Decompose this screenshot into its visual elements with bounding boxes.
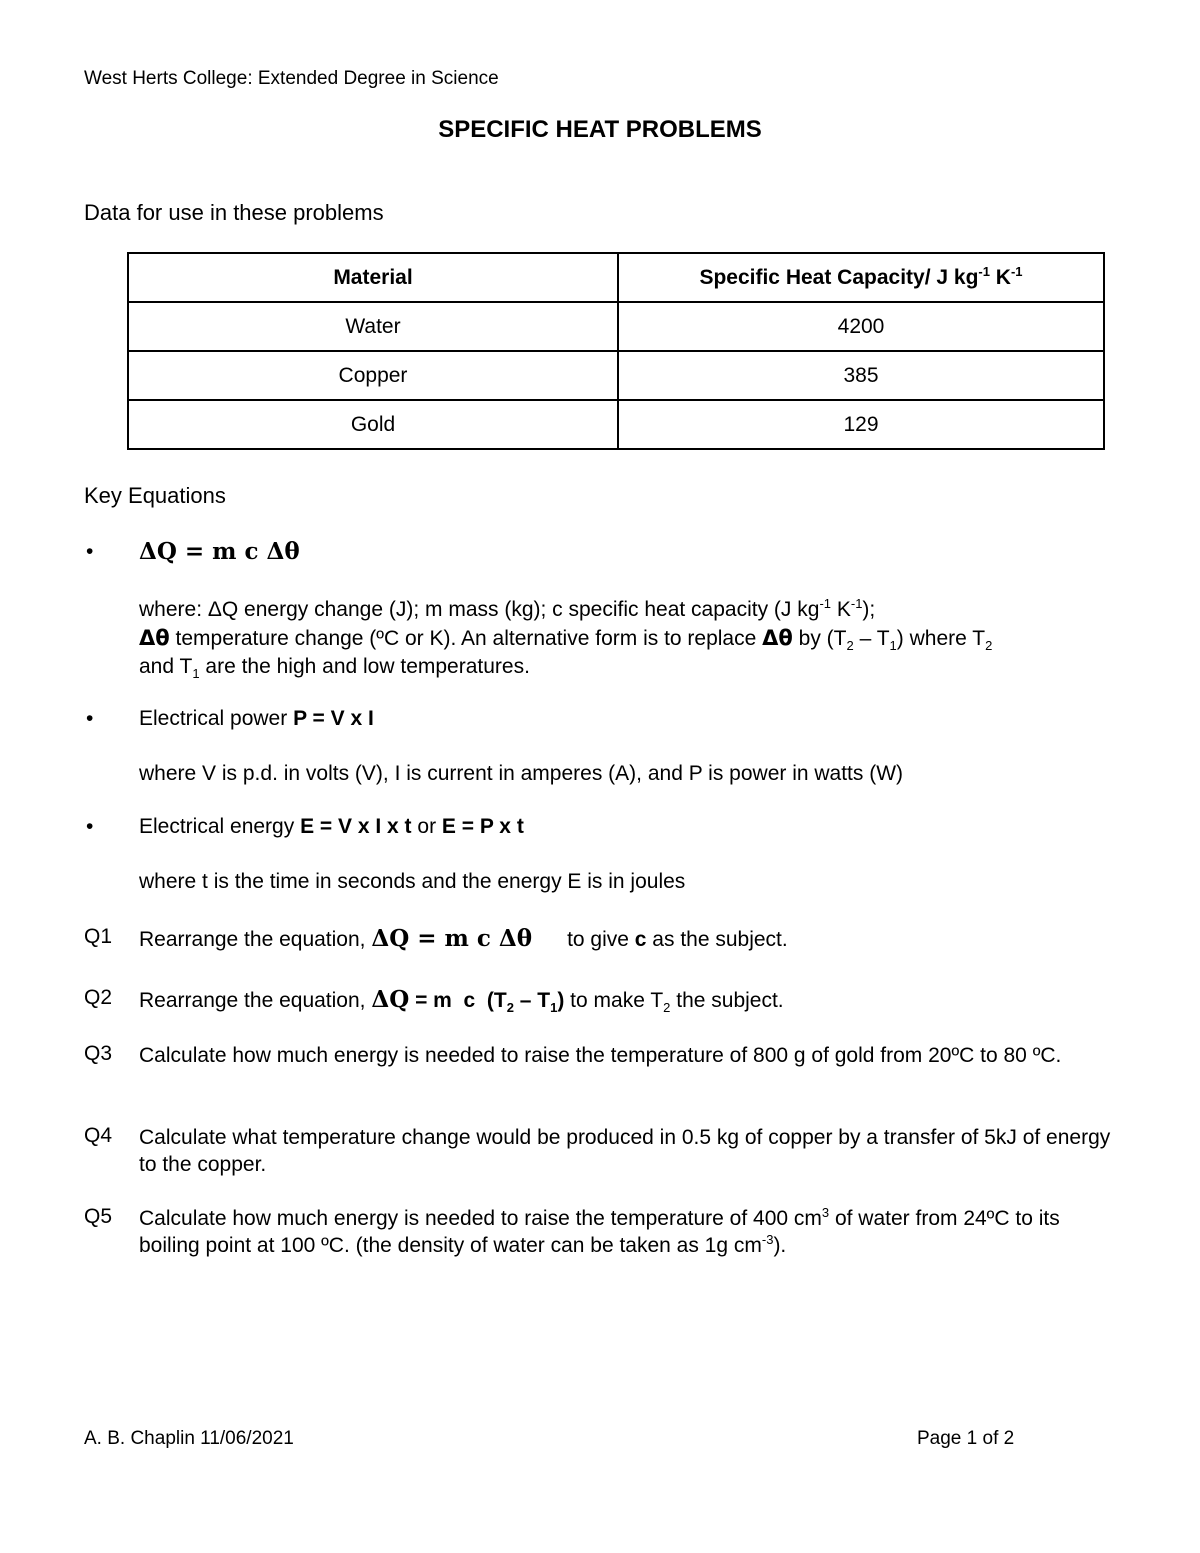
- table-row: [128, 400, 1104, 449]
- question-1-text: [139, 925, 1124, 953]
- eq1-sub3: 2: [985, 638, 993, 654]
- table-header-row: [128, 253, 1104, 302]
- q2-eq-b: = m c (T: [409, 989, 507, 1012]
- table-cell-value: 385: [618, 351, 1104, 400]
- eq1-l3b: are the high and low temperatures.: [199, 655, 530, 678]
- eq1-l1b: K: [831, 598, 851, 621]
- delta-theta-symbol: Δθ: [139, 626, 170, 650]
- equation-power-description: where V is p.d. in volts (V), I is current in amperes (A), and P is power in watts (W): [139, 762, 904, 785]
- q5-b: of water from 24ºC to its boiling point at 100 ºC. (the density of water can be taken as 1g cm: [139, 1207, 1060, 1257]
- q1-equation: ΔQ = m c Δθ: [371, 925, 533, 952]
- question-3-number: Q3: [84, 1042, 113, 1065]
- eq3-formula2: E = P x t: [441, 815, 524, 838]
- delta-theta-symbol: Δθ: [762, 626, 793, 650]
- eq2-formula: P = V x I: [293, 707, 374, 730]
- header-institution: West Herts College: Extended Degree in Science: [84, 68, 499, 89]
- eq1-sup2: -1: [850, 596, 863, 611]
- question-4-text: Calculate what temperature change would be produced in 0.5 kg of copper by a transfer of 5kJ of energy to the copper.: [139, 1126, 1111, 1176]
- table-row: [128, 302, 1104, 351]
- eq3-label: Electrical energy: [139, 815, 301, 838]
- eq1-sub2: 1: [889, 638, 897, 654]
- q2-c: the subject.: [670, 989, 784, 1012]
- intro-text: Data for use in these problems: [84, 200, 384, 225]
- question-2-text: [139, 986, 1124, 1014]
- q2-eq-d: ): [557, 989, 565, 1012]
- table-cell-material: Gold: [128, 400, 618, 449]
- shc-exp2: -1: [1010, 263, 1023, 279]
- eq1-l3a: and T: [139, 655, 193, 678]
- table-header-material: Material: [128, 253, 618, 302]
- bullet-3: •: [86, 815, 94, 838]
- q2-a: Rearrange the equation,: [139, 989, 372, 1012]
- eq1-sub1: 2: [846, 638, 854, 654]
- eq1-l1c: );: [862, 598, 876, 621]
- table-cell-value: 4200: [618, 302, 1104, 351]
- q5-c: ).: [773, 1234, 787, 1257]
- bullet-2: •: [86, 707, 94, 730]
- table-cell-material: Water: [128, 302, 618, 351]
- eq1-sub4: 1: [192, 666, 200, 682]
- table-header-shc: [618, 253, 1104, 302]
- eq3-or: or: [411, 815, 442, 838]
- eq1-l1a: where: ΔQ energy change (J); m mass (kg); c specific heat capacity (J kg: [139, 598, 820, 621]
- question-5-text: [139, 1205, 1124, 1259]
- equation-power: [139, 705, 374, 733]
- footer-page-number: Page 1 of 2: [917, 1428, 1015, 1449]
- q1-c: c: [634, 928, 647, 951]
- q2-eq-c: – T: [513, 989, 551, 1012]
- table-cell-material: Copper: [128, 351, 618, 400]
- table-cell-value: 129: [618, 400, 1104, 449]
- shc-label: Specific Heat Capacity/ J kg: [699, 265, 979, 289]
- q1-d: as the subject.: [646, 928, 788, 951]
- q1-b: to give: [532, 928, 635, 951]
- eq1-line2: [139, 624, 1139, 653]
- bullet-1: •: [86, 540, 94, 563]
- page-title: SPECIFIC HEAT PROBLEMS: [438, 116, 762, 143]
- question-2-number: Q2: [84, 986, 113, 1009]
- q2-sub3: 2: [663, 1000, 671, 1016]
- equation-heat: ΔQ = m c Δθ: [139, 538, 300, 565]
- key-equations-heading: Key Equations: [84, 483, 226, 508]
- eq1-l2d: ) where T: [896, 627, 986, 650]
- equation-energy-description: where t is the time in seconds and the energy E is in joules: [139, 870, 686, 893]
- specific-heat-table: [127, 252, 1105, 450]
- eq2-label: Electrical power: [139, 707, 294, 730]
- eq1-line3: [139, 653, 1139, 681]
- shc-exp1: -1: [978, 263, 990, 279]
- q5-a: Calculate how much energy is needed to raise the temperature of 400 cm: [139, 1207, 822, 1230]
- question-3-text: Calculate how much energy is needed to raise the temperature of 800 g of gold from 20ºC to 80 ºC.: [139, 1044, 1062, 1067]
- question-5-number: Q5: [84, 1205, 113, 1228]
- footer-author-date: A. B. Chaplin 11/06/2021: [84, 1428, 294, 1449]
- eq1-line1: [139, 596, 1139, 624]
- eq3-formula1: E = V x I x t: [300, 815, 412, 838]
- question-4-number: Q4: [84, 1124, 113, 1147]
- eq1-l2b: by (T: [792, 627, 847, 650]
- equation-heat-description: [139, 596, 1139, 681]
- eq1-l2a: temperature change (ºC or K). An alternative form is to replace: [169, 627, 763, 650]
- q2-b: to make T: [564, 989, 664, 1012]
- q2-dq: ΔQ: [371, 986, 410, 1013]
- eq1-sup1: -1: [819, 596, 832, 611]
- shc-k: K: [989, 265, 1011, 289]
- q2-sub1: 2: [506, 1000, 514, 1016]
- equation-energy: [139, 813, 524, 841]
- q5-sup1: 3: [821, 1205, 830, 1220]
- eq1-l2c: – T: [853, 627, 890, 650]
- question-1-number: Q1: [84, 925, 113, 948]
- q2-sub2: 1: [550, 1000, 558, 1016]
- q1-a: Rearrange the equation,: [139, 928, 372, 951]
- q5-sup2: -3: [761, 1232, 774, 1247]
- table-row: [128, 351, 1104, 400]
